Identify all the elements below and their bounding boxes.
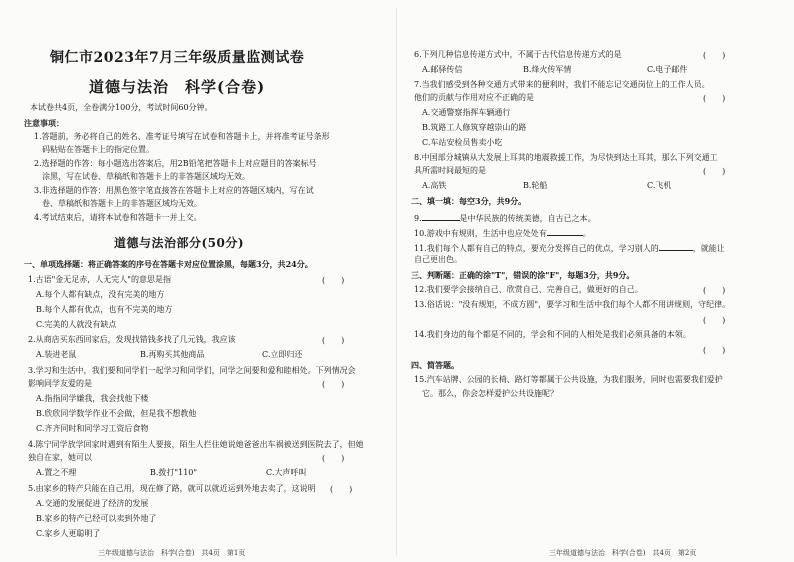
- option-c: C.齐齐同时和同学习工资后食物: [36, 424, 149, 433]
- option-c: C.立即归还: [262, 350, 303, 359]
- notice-line: 3.非选择题的作答：用黑色签字笔直接答在答题卡上对应的答题区域内，写在试: [34, 186, 314, 195]
- answer-paren: ( ): [322, 336, 345, 345]
- option-a: A.每个人都有缺点，没有完美的地方: [36, 290, 165, 299]
- fill-blank[interactable]: [659, 242, 693, 251]
- question-3-line-2: 影响同学友爱的是: [28, 379, 92, 388]
- answer-paren: ( ): [703, 51, 726, 60]
- answer-paren: ( ): [703, 167, 726, 176]
- question-5: 5.由家乡的特产只能在自己用，现在修了路，就可以就近运到外地去卖了，这说明: [28, 484, 316, 493]
- option-a: A.交通的发展促进了经济的发展: [36, 499, 149, 508]
- question-10-text: 10.游戏中有规则，生活中也应处处有: [414, 229, 547, 238]
- answer-paren: ( ): [322, 454, 345, 463]
- question-4: 4.陈宁同学放学回家时遇到有陌生人要接，陌生人拦住她说她爸爸出车祸被送到医院去了，但她: [28, 440, 364, 449]
- question-9-number: 9.: [414, 214, 422, 223]
- notice-line: 码粘贴在答题卡上的指定位置。: [42, 145, 154, 154]
- option-b: B.再购买其他商品: [140, 350, 205, 359]
- option-a: A.指指同学嫌我，我会找他下楼: [36, 394, 149, 403]
- notice-line: 2.选择题的作答：每小题选出答案后，用2B铅笔把答题卡上对应题目的答案标号: [34, 159, 317, 168]
- section-title: 道德与法治部分(50分): [114, 236, 245, 250]
- option-b: B.每个人都有优点，也有不完美的地方: [36, 305, 173, 314]
- section-heading-judge: 三、判断题：正确的涂"T"，错误的涂"F"，每题3分，共9分。: [411, 270, 635, 280]
- question-9: [414, 212, 596, 224]
- question-9-text: 是中华民族的传统美德，自古已之本。: [459, 214, 596, 223]
- question-8: 8.中国部分城镇从大发展上耳其的地震救援工作，为尽快到达土耳其，那么下列交通工: [414, 153, 718, 162]
- option-b: B.烽火传军情: [523, 65, 572, 74]
- question-7-line-2: 他们的贡献与作用对应不正确的是: [414, 93, 534, 102]
- page-footer: 三年级道德与法治 科学(合卷) 共4页 第1页: [98, 549, 246, 557]
- question-13: 13.俗话说："没有规矩，不成方圆"，要学习和生活中我们每个人都不用讲规则，守纪律。: [414, 300, 731, 309]
- exam-intro: 本试卷共4页，全卷满分100分，考试时间60分钟。: [30, 103, 213, 112]
- answer-paren: ( ): [330, 485, 353, 494]
- option-c: C.家乡人更聪明了: [36, 529, 101, 538]
- answer-paren: ( ): [703, 94, 726, 103]
- question-15-line-2: 它。那么，你会怎样爱护公共设施呢？: [422, 389, 558, 398]
- option-a: A.交通警察指挥车辆通行: [422, 108, 511, 117]
- question-1: 1.古语"金无足赤，人无完人"的意思是指: [28, 275, 171, 284]
- option-b: B.拨打"110": [150, 468, 198, 477]
- notice-heading: 注意事项：: [24, 118, 64, 128]
- question-11-line-2: 自己更出色。: [414, 255, 462, 264]
- option-b: B.轮船: [523, 181, 548, 190]
- question-12: 12.我们要学会接纳自己、欣赏自己、完善自己，做更好的自己。: [414, 285, 643, 294]
- question-3: 3.学习和生活中，我们要和同学们一起学习和同学们，同学之间要和爱和睦相处。下列情况会: [28, 366, 356, 375]
- question-11: [414, 242, 725, 254]
- answer-paren: ( ): [703, 286, 726, 295]
- option-c: C.完美的人就没有缺点: [36, 320, 117, 329]
- question-6: 6.下列几种信息传递方式中，不属于古代信息传递方式的是: [414, 50, 622, 59]
- option-a: A.置之不理: [36, 468, 77, 477]
- option-b: B.欣欣同学数学作业不会做，但是我不想教他: [36, 409, 197, 418]
- option-c: C.电子邮件: [647, 65, 688, 74]
- question-4-line-2: 独自在家，她可以: [28, 453, 92, 462]
- question-11-end: ，就能让: [692, 244, 725, 253]
- question-15: 15.汽车站牌、公园的长椅、路灯等都属于公共设施，为我们服务，同时也需要我们爱护: [414, 375, 723, 384]
- page-footer: 三年级道德与法治 科学(合卷) 共4页 第2页: [549, 549, 697, 557]
- exam-subtitle: 道德与法治 科学(合卷): [89, 78, 266, 96]
- question-7: 7.当我们感受到各种交通方式带来的便利时，我们不能忘记交通岗位上的工作人员。: [414, 80, 710, 89]
- notice-line: 4.考试结束后，请将本试卷和答题卡一并上交。: [34, 213, 202, 222]
- notice-line: 涂黑，写在试卷、草稿纸和答题卡上的非答题区域均无效。: [42, 172, 250, 181]
- fill-blank[interactable]: [422, 212, 460, 221]
- option-a: A.高铁: [422, 181, 447, 190]
- section-heading-short: 四、简答题。: [411, 360, 459, 370]
- question-2: 2.从商店买东西回家后，发现找错钱多找了几元钱，我应该: [28, 335, 236, 344]
- answer-paren: ( ): [703, 346, 726, 355]
- option-a: A.邮驿传信: [422, 65, 463, 74]
- option-c: C.飞机: [647, 181, 672, 190]
- notice-line: 卷、草稿纸和答题卡上的非答题区域均无效。: [42, 199, 202, 208]
- notice-line: 1.答题前，务必将自己的姓名、准考证号填写在试卷和答题卡上，并将准考证号条形: [34, 132, 330, 141]
- question-10: [414, 227, 591, 239]
- option-b: B.筑路工人修筑穿越崇山的路: [422, 123, 527, 132]
- exam-title: 铜仁市2023年7月三年级质量监测试卷: [50, 50, 305, 66]
- answer-paren: ( ): [322, 380, 345, 389]
- fill-blank[interactable]: [547, 227, 583, 236]
- question-11-text: 11.我们每个人都有自己的特点，要充分发挥自己的优点，学习别人的: [414, 244, 659, 253]
- question-10-end: 。: [582, 229, 591, 238]
- question-14: 14.我们身边的每个都是不同的，学会和不同的人相处是我们必须具备的本领。: [414, 330, 691, 339]
- option-c: C.车站安检员售卖小吃: [422, 138, 503, 147]
- page-2: [397, 0, 794, 562]
- section-heading-fill: 二、填一填：每空3分，共9分。: [411, 196, 527, 206]
- option-c: C.大声呼叫: [266, 468, 307, 477]
- option-a: A.装进老鼠: [36, 350, 77, 359]
- question-section-heading: 一、单项选择题：将正确答案的序号在答题卡对应位置涂黑，每题3分，共24分。: [24, 259, 313, 269]
- answer-paren: ( ): [703, 316, 726, 325]
- answer-paren: ( ): [322, 276, 345, 285]
- question-8-line-2: 具所需时间最短的是: [414, 166, 486, 175]
- option-b: B.家乡的特产已经可以卖到外地了: [36, 514, 157, 523]
